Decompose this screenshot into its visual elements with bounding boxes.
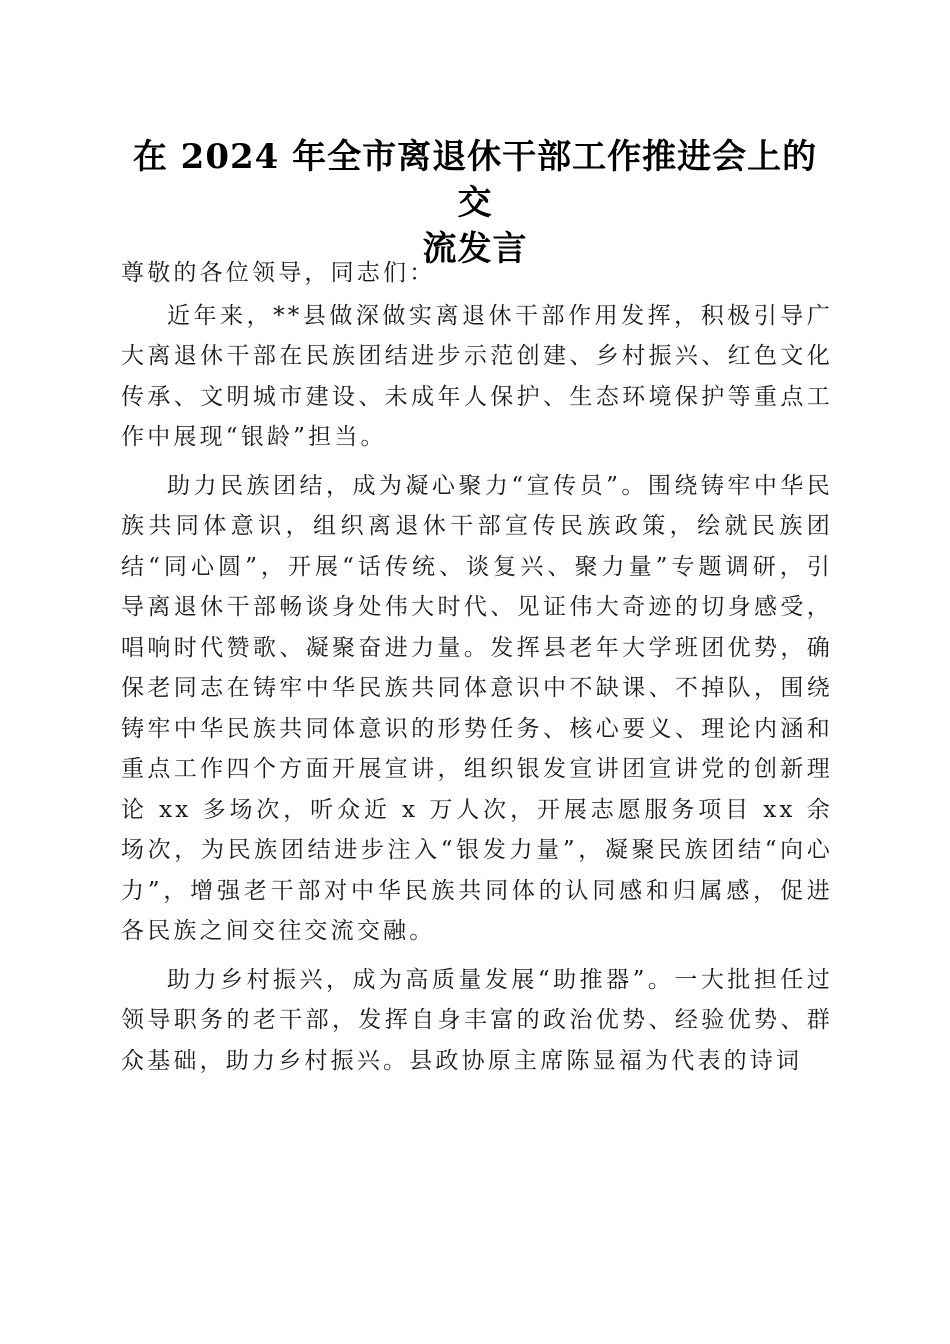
document-body: [121, 253, 833, 1081]
title-line-2: 流发言: [422, 229, 528, 269]
salutation: 尊敬的各位领导，同志们：: [121, 260, 436, 286]
paragraph-intro: 近年来，**县做深做实离退休干部作用发挥，积极引导广大离退休干部在民族团结进步示范创建、乡村振兴、红色文化传承、文明城市建设、未成年人保护、生态环境保护等重点工作中展现“银龄”担当。: [121, 302, 833, 450]
paragraph-rural-revitalization: 助力乡村振兴，成为高质量发展“助推器”。一大批担任过领导职务的老干部，发挥自身丰富的政治优势、经验优势、群众基础，助力乡村振兴。县政协原主席陈显福为代表的诗词: [121, 966, 833, 1074]
title-line-1: 在 2024 年全市离退休干部工作推进会上的交: [132, 137, 818, 223]
document-title: [118, 134, 832, 272]
paragraph-ethnic-unity: 助力民族团结，成为凝心聚力“宣传员”。围绕铸牢中华民族共同体意识，组织离退休干部宣传民族政策，绘就民族团结“同心圆”，开展“话传统、谈复兴、聚力量”专题调研，引导离退休干部畅谈身处伟大时代、见证伟大奇迹的切身感受，唱响时代赞歌、凝聚奋进力量。发挥县老年大学班团优势，确保老同志在铸牢中华民族共同体意识中不缺课、不掉队，围绕铸牢中华民族共同体意识的形势任务、核心要义、理论内涵和重点工作四个方面开展宣讲，组织银发宣讲团宣讲党的创新理论 xx 多场次，听众近 x 万人次，开展志愿服务项目 xx 余场次，为民族团结进步注入“银发力量”，凝聚民族团结“向心力”，增强老干部对中华民族共同体的认同感和归属感，促进各民族之间交往交流交融。: [121, 472, 833, 944]
